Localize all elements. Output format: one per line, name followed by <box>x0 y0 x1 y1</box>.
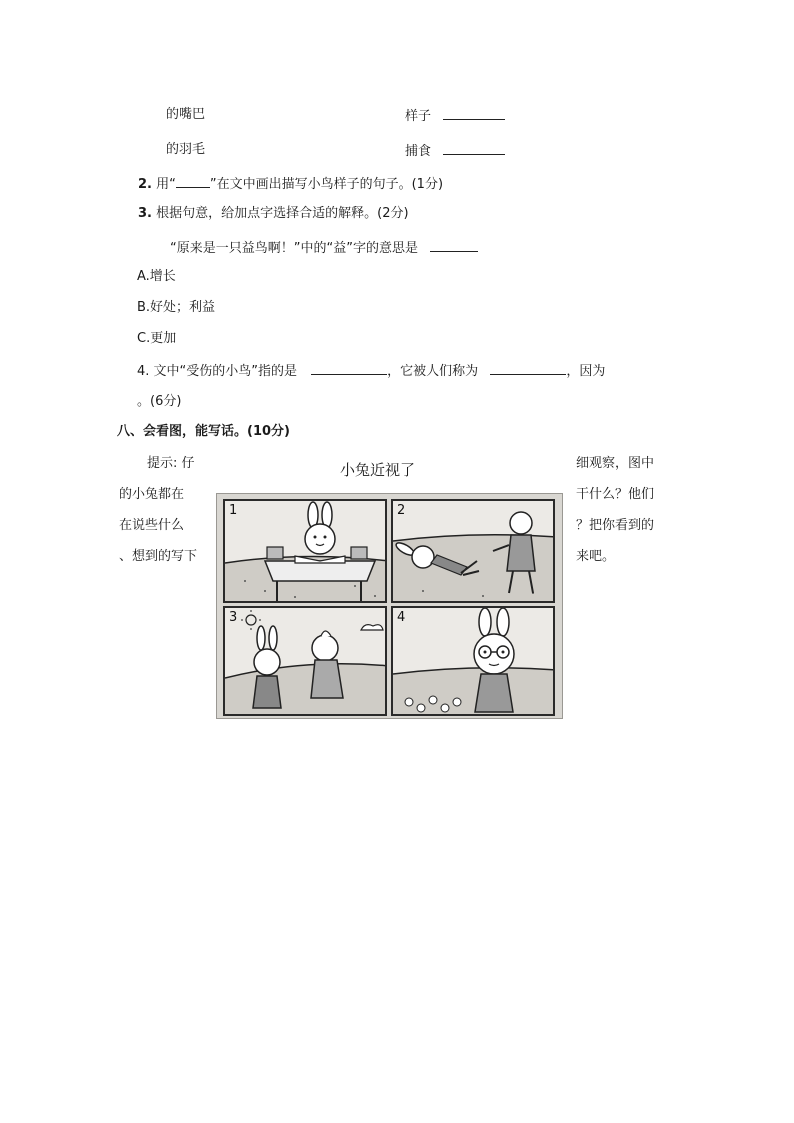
panel-number-4: 4 <box>397 610 406 625</box>
panel-number-3: 3 <box>229 610 238 625</box>
q2-number: 2. <box>138 177 152 192</box>
panel-3-drawing <box>225 608 387 716</box>
picture-title: 小兔近视了 <box>340 461 416 479</box>
q3-sentence: “原来是一只益鸟啊！”中的“益”字的意思是 <box>170 241 418 256</box>
panel-1-drawing <box>225 501 387 603</box>
q4-blank-2[interactable] <box>490 362 566 375</box>
q1-row2-right-label: 捕食 <box>405 144 432 159</box>
comic-panel-3 <box>223 606 387 716</box>
q3-text: 根据句意，给加点字选择合适的解释。(2分) <box>156 206 409 221</box>
q3-option-a: A.增长 <box>137 269 176 284</box>
comic-panel-4 <box>391 606 555 716</box>
question-3 <box>138 206 409 222</box>
q4-blank-1[interactable] <box>311 362 387 375</box>
q2-underline-sample <box>176 175 210 188</box>
hint-right-line-1: 细观察，图中 <box>576 456 655 471</box>
hint-right-line-2: 干什么？他们 <box>576 487 655 502</box>
q2-text-before: 用“ <box>156 177 176 192</box>
hint-left-line-4: 、想到的写下 <box>119 549 198 564</box>
q3-option-c: C.更加 <box>137 331 177 346</box>
q3-sentence-line <box>170 239 478 257</box>
comic-panel-1 <box>223 499 387 603</box>
hint-left-line-1: 提示: 仔 <box>147 456 195 471</box>
q1-row2-right <box>405 142 505 160</box>
comic-picture <box>216 493 563 719</box>
q3-answer-blank[interactable] <box>430 239 478 252</box>
hint-left-line-2: 的小兔都在 <box>119 487 185 502</box>
q1-row1-right <box>405 107 505 125</box>
q3-option-b: B.好处；利益 <box>137 300 216 315</box>
q1-row2-left: 的羽毛 <box>166 142 206 157</box>
q4-text-a: 4. 文中“受伤的小鸟”指的是 <box>137 364 298 379</box>
comic-panel-2 <box>391 499 555 603</box>
hint-right-line-3: ？把你看到的 <box>576 518 655 533</box>
panel-number-1: 1 <box>229 503 238 518</box>
q4-text-c: ，因为 <box>566 364 606 379</box>
panel-4-drawing <box>393 608 555 716</box>
hint-left-line-3: 在说些什么 <box>119 518 185 533</box>
q1-row1-left: 的嘴巴 <box>166 107 206 122</box>
panel-number-2: 2 <box>397 503 406 518</box>
q1-row2-blank[interactable] <box>443 142 505 155</box>
q4-text-b: ，它被人们称为 <box>387 364 479 379</box>
hint-right-line-4: 来吧。 <box>576 549 616 564</box>
panel-2-drawing <box>393 501 555 603</box>
q4-text-d: 。(6分) <box>137 394 182 409</box>
question-2 <box>138 175 443 193</box>
q3-number: 3. <box>138 206 152 221</box>
question-4 <box>137 362 605 380</box>
q1-row1-blank[interactable] <box>443 107 505 120</box>
section-8-heading: 八、会看图，能写话。(10分) <box>117 424 290 439</box>
q2-text-after: ”在文中画出描写小鸟样子的句子。(1分) <box>209 177 444 192</box>
q1-row1-right-label: 样子 <box>405 109 432 124</box>
